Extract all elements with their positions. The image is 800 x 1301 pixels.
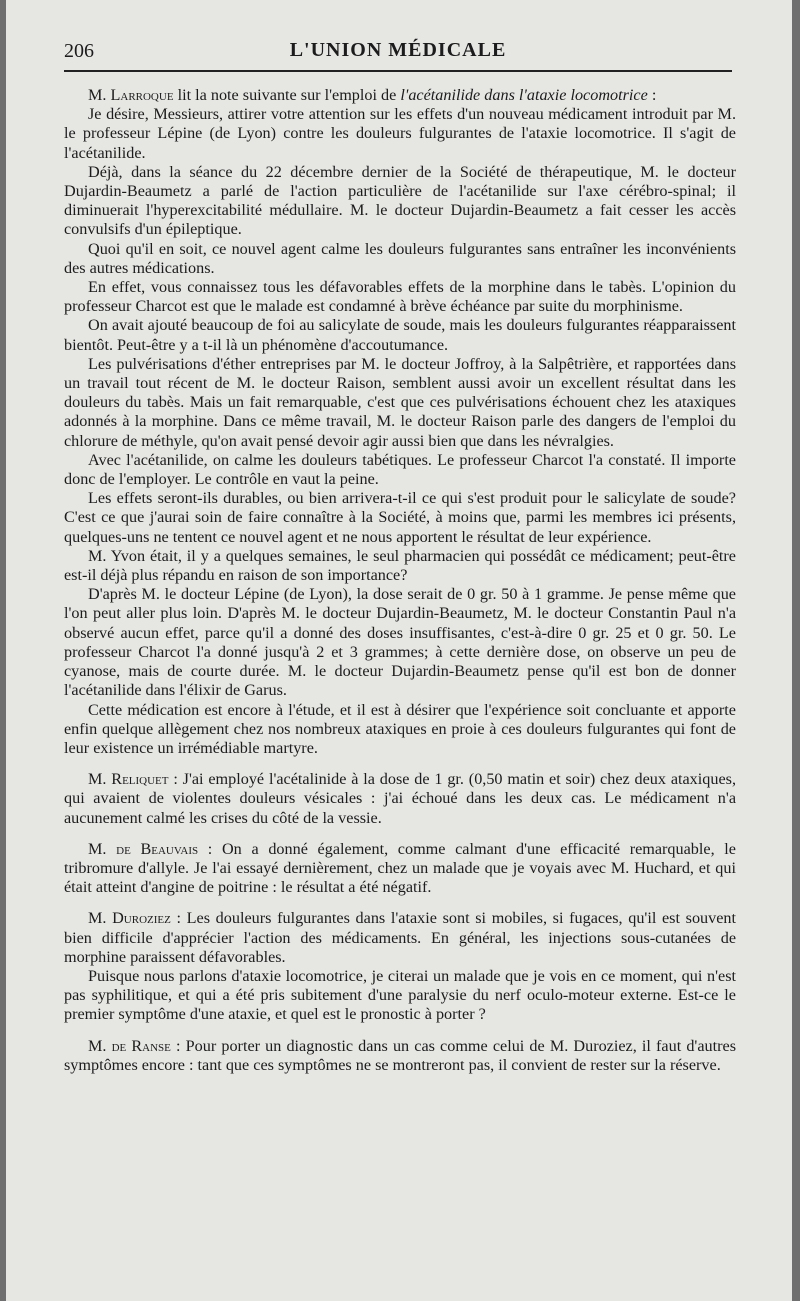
speaker-name: M. de Ranse: [88, 1036, 171, 1055]
body-text: [64, 86, 736, 1075]
paragraph: M. de Beauvais : On a donné également, comme calmant d'une efficacité remarquable, le tribromure d'allyle. Je l'ai essayé dernièrement, chez un malade que je voyais avec M. Huchard, et qui était atteint d'angine de poitrine : le résultat a été négatif.: [64, 839, 736, 897]
paragraph: M. Reliquet : J'ai employé l'acétalinide à la dose de 1 gr. (0,50 matin et soir) chez deux ataxiques, qui avaient de violentes douleurs vésicales : j'ai échoué dans les deux cas. Le médicament n'a aucunement calmé les crises du côté de la vessie.: [64, 770, 736, 827]
paragraph: Les pulvérisations d'éther entreprises par M. le docteur Joffroy, à la Salpêtrière, et rapportées dans un travail tout récent de M. le docteur Raison, semblent aussi avoir un excellent résultat dans les douleurs du tabès. Mais un fait remarquable, c'est que ces pulvérisations échouent chez les ataxiques adonnés à la morphine. Dans ce même travail, M. le docteur Raison parle des dangers de l'emploi du chlorure de méthyle, qu'on avait pensé devoir agir aussi bien que dans les névralgies.: [64, 354, 736, 450]
paragraph: Je désire, Messieurs, attirer votre attention sur les effets d'un nouveau médicament introduit par M. le professeur Lépine (de Lyon) contre les douleurs fulgurantes de l'ataxie locomotrice. Il s'agit de l'acétanilide.: [64, 105, 736, 162]
page-header: [64, 36, 732, 72]
paragraph: Quoi qu'il en soit, ce nouvel agent calme les douleurs fulgurantes sans entraîner les inconvénients des autres médications.: [64, 239, 736, 277]
running-title: L'UNION MÉDICALE: [289, 39, 507, 61]
paragraph: Déjà, dans la séance du 22 décembre dernier de la Société de thérapeutique, M. le docteur Dujardin-Beaumetz a parlé de l'action particulière de l'acétanilide sur l'axe cérébro-spinal; il diminuerait l'hyperexcitabilité médullaire. M. le docteur Dujardin-Beaumetz a fait cesser les accès convulsifs d'un épileptique.: [64, 162, 736, 239]
speaker-name: M. Larroque: [88, 86, 174, 104]
paragraph: M. Larroque lit la note suivante sur l'emploi de l'acétanilide dans l'ataxie locomotrice :: [88, 86, 657, 104]
paragraph: Puisque nous parlons d'ataxie locomotrice, je citerai un malade que je vois en ce moment, qui n'est pas syphilitique, et qui a été pris subitement d'une paralysie du nerf oculo-moteur externe. Est-ce le premier symptôme d'une ataxie, et quel est le pronostic à porter ?: [64, 966, 736, 1024]
paragraph: M. Yvon était, il y a quelques semaines, le seul pharmacien qui possédât ce médicament; peut-être est-il déjà plus répandu en raison de son importance?: [64, 546, 736, 585]
paragraph: Avec l'acétanilide, on calme les douleurs tabétiques. Le professeur Charcot l'a constaté. Il importe donc de l'employer. Le contrôle en vaut la peine.: [64, 450, 736, 489]
speaker-name: M. Duroziez: [88, 909, 171, 928]
paragraph: M. Duroziez : Les douleurs fulgurantes dans l'ataxie sont si mobiles, si fugaces, qu'il est souvent bien difficile d'apprécier l'action des médicaments. En général, les injections sous-cutanées de morphine paraissent défavorables.: [64, 909, 736, 966]
paragraph: Cette médication est encore à l'étude, et il est à désirer que l'expérience soit concluante et apporte enfin quelque allègement chez nos nombreux ataxiques en proie à ces douleurs fulgurantes qui font de leur existence un irrémédiable martyre.: [64, 700, 736, 757]
paragraph: Les effets seront-ils durables, ou bien arrivera-t-il ce qui s'est produit pour le salicylate de soude? C'est ce que j'aurai soin de faire connaître à la Société, à moins que, parmi les membres ici présents, quelques-uns ne tentent ce nouvel agent et ne nous apportent le résultat de leur expérience.: [64, 489, 736, 546]
speaker-name: M. de Beauvais: [88, 839, 199, 858]
paragraph: M. de Ranse : Pour porter un diagnostic dans un cas comme celui de M. Duroziez, il faut d'autres symptômes encore : tant que ces symptômes ne se montreront pas, il convient de rester sur la réserve.: [64, 1036, 736, 1074]
paragraph: On avait ajouté beaucoup de foi au salicylate de soude, mais les douleurs fulgurantes réapparaissent bientôt. Peut-être y a t-il là un phénomène d'accoutumance.: [64, 316, 736, 354]
document-page: [6, 0, 792, 1301]
speaker-name: M. Reliquet: [88, 770, 169, 789]
paragraph: D'après M. le docteur Lépine (de Lyon), la dose serait de 0 gr. 50 à 1 gramme. Je pense même que l'on peut aller plus loin. D'après M. le docteur Dujardin-Beaumetz, M. le docteur Constantin Paul n'a observé aucun effet, parce qu'il a donné des doses insuffisantes, c'est-à-dire 0 gr. 25 et 0 gr. 50. Le professeur Charcot l'a donné jusqu'à 2 et 3 grammes; à cette dernière dose, on observe un peu de cyanose, mais de courte durée. M. le docteur Dujardin-Beaumetz pense qu'il est bon de donner l'acétanilide dans l'élixir de Garus.: [64, 585, 736, 700]
paragraph: En effet, vous connaissez tous les défavorables effets de la morphine dans le tabès. L'opinion du professeur Charcot est que le malade est condamné à brève échéance par suite du morphinisme.: [64, 278, 736, 316]
page-number: 206: [64, 40, 94, 62]
